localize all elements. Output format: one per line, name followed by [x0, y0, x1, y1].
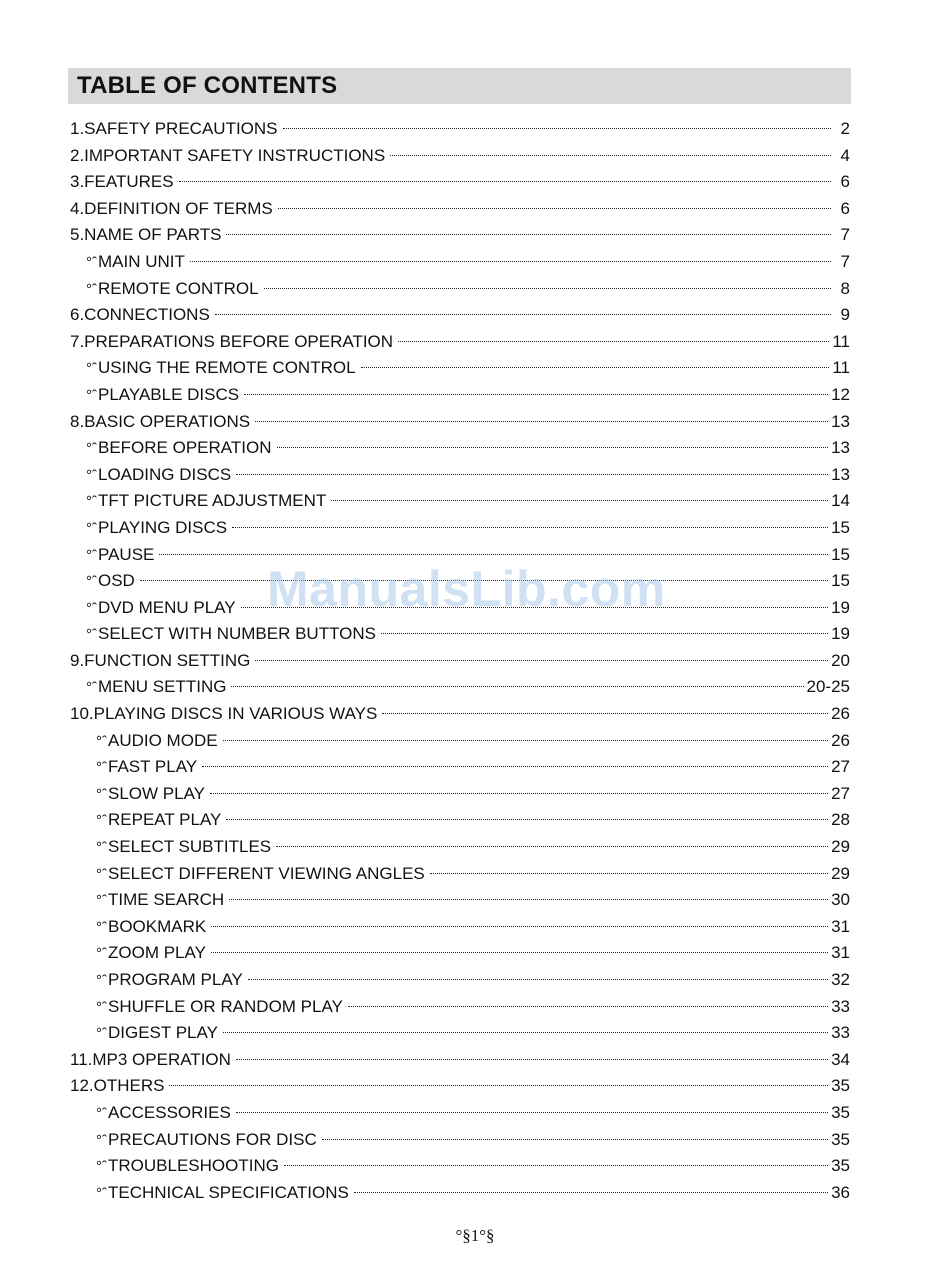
toc-entry[interactable]	[70, 648, 850, 675]
toc-entry-label: 12.OTHERS	[70, 1076, 165, 1096]
toc-entry[interactable]	[70, 834, 850, 861]
bullet-icon: °ˆ	[96, 972, 107, 989]
page-number-footer: °§1°§	[455, 1226, 495, 1245]
toc-entry[interactable]	[70, 940, 850, 967]
bullet-icon: °ˆ	[96, 1104, 107, 1122]
toc-entry[interactable]	[70, 222, 850, 249]
toc-entry-label: ZOOM PLAY	[108, 943, 206, 963]
toc-entry-label: REMOTE CONTROL	[98, 278, 259, 298]
bullet-icon: °ˆ	[86, 253, 97, 271]
toc-entry-label: MAIN UNIT	[98, 251, 185, 271]
toc-entry[interactable]	[70, 355, 850, 382]
toc-entry-label: LOADING DISCS	[98, 464, 232, 484]
toc-entry-label: SELECT DIFFERENT VIEWING ANGLES	[108, 863, 425, 883]
toc-entry-page-number: 29	[831, 863, 850, 883]
toc-entry-label: TECHNICAL SPECIFICATIONS	[108, 1182, 349, 1202]
toc-entry-page-number: 13	[831, 438, 850, 458]
toc-entry-label: PLAYING DISCS	[98, 517, 228, 537]
toc-entry-page-number: 32	[831, 970, 850, 989]
dot-leader	[223, 740, 829, 741]
toc-entry-page-number: 19	[831, 597, 850, 617]
toc-entry-page-number: 9	[840, 305, 850, 325]
toc-entry[interactable]	[70, 1180, 850, 1207]
toc-entry-label: MENU SETTING	[98, 677, 227, 697]
toc-entry-label: PRECAUTIONS FOR DISC	[108, 1129, 317, 1149]
bullet-icon: °ˆ	[86, 440, 97, 458]
toc-entry-page-number: 33	[831, 996, 850, 1016]
toc-entry[interactable]	[70, 382, 850, 409]
bullet-icon: °ˆ	[96, 1131, 107, 1149]
toc-entry-page-number: 14	[831, 491, 850, 511]
toc-entry-page-number: 35	[831, 1076, 850, 1096]
dot-leader	[278, 208, 831, 209]
dot-leader	[354, 1192, 828, 1193]
dot-leader	[211, 926, 828, 927]
bullet-icon: °ˆ	[86, 386, 97, 404]
toc-entry[interactable]	[70, 754, 850, 781]
bullet-icon: °ˆ	[86, 466, 97, 484]
dot-leader	[322, 1139, 828, 1140]
toc-entry-label: 8.BASIC OPERATIONS	[70, 411, 251, 431]
toc-entry-label: PROGRAM PLAY	[108, 970, 243, 989]
toc-entry-label: BEFORE OPERATION	[98, 438, 272, 458]
bullet-icon: °ˆ	[86, 679, 97, 697]
toc-entry-label: SELECT SUBTITLES	[108, 837, 272, 857]
toc-entry-page-number: 35	[831, 1102, 850, 1122]
toc-entry[interactable]	[70, 302, 850, 329]
dot-leader	[390, 155, 831, 156]
dot-leader	[215, 314, 831, 315]
dot-leader	[223, 1032, 828, 1033]
toc-entry-page-number: 15	[831, 571, 850, 591]
dot-leader	[236, 474, 828, 475]
dot-leader	[331, 500, 828, 501]
toc-entry[interactable]	[70, 143, 850, 170]
toc-entry-page-number: 30	[831, 890, 850, 910]
toc-entry-label: TFT PICTURE ADJUSTMENT	[98, 491, 327, 511]
toc-entry-page-number: 13	[831, 411, 850, 431]
toc-entry-page-number: 20-25	[806, 677, 850, 697]
toc-entry-page-number: 27	[831, 757, 850, 777]
toc-entry[interactable]	[70, 861, 850, 888]
toc-entry-page-number: 34	[831, 1049, 850, 1069]
dot-leader	[179, 181, 831, 182]
toc-entry-label: 7.PREPARATIONS BEFORE OPERATION	[70, 331, 394, 351]
dot-leader	[381, 633, 828, 634]
toc-entry-page-number: 15	[831, 517, 850, 537]
toc-entry-label: 5.NAME OF PARTS	[70, 225, 222, 245]
toc-entry-page-number: 31	[831, 916, 850, 936]
toc-entry-label: BOOKMARK	[108, 916, 207, 936]
toc-entry-page-number: 2	[840, 119, 850, 138]
toc-entry-label: 1.SAFETY PRECAUTIONS	[70, 119, 278, 138]
dot-leader	[202, 766, 828, 767]
toc-entry-label: PAUSE	[98, 544, 155, 564]
toc-entry-label: SLOW PLAY	[108, 783, 205, 803]
table-of-contents	[70, 116, 850, 1206]
toc-entry-label: 6.CONNECTIONS	[70, 305, 210, 325]
toc-entry-label: ACCESSORIES	[108, 1102, 231, 1122]
dot-leader	[236, 1059, 828, 1060]
dot-leader	[244, 394, 828, 395]
dot-leader	[264, 288, 831, 289]
bullet-icon: °ˆ	[96, 759, 107, 777]
watermark: ManualsLib.com	[267, 561, 666, 617]
toc-entry-page-number: 11	[832, 331, 850, 351]
toc-entry[interactable]	[70, 728, 850, 755]
dot-leader	[229, 899, 828, 900]
toc-entry[interactable]	[70, 1100, 850, 1127]
dot-leader	[226, 234, 831, 235]
dot-leader	[226, 819, 828, 820]
bullet-icon: °ˆ	[96, 892, 107, 910]
toc-entry-page-number: 29	[831, 837, 850, 857]
toc-entry-label: USING THE REMOTE CONTROL	[98, 358, 356, 378]
toc-entry[interactable]	[70, 1153, 850, 1180]
toc-entry[interactable]	[70, 781, 850, 808]
dot-leader	[232, 527, 828, 528]
dot-leader	[255, 660, 828, 661]
bullet-icon: °ˆ	[86, 519, 97, 537]
toc-entry-label: DIGEST PLAY	[108, 1023, 218, 1043]
toc-entry-label: TIME SEARCH	[108, 890, 225, 910]
toc-entry-label: 9.FUNCTION SETTING	[70, 650, 251, 670]
toc-entry[interactable]	[70, 276, 850, 303]
toc-entry-page-number: 15	[831, 544, 850, 564]
bullet-icon: °ˆ	[86, 360, 97, 378]
toc-entry[interactable]	[70, 515, 850, 542]
toc-entry[interactable]	[70, 329, 850, 356]
bullet-icon: °ˆ	[96, 812, 107, 830]
toc-entry[interactable]	[70, 409, 850, 436]
toc-entry-page-number: 26	[831, 730, 850, 750]
bullet-icon: °ˆ	[96, 918, 107, 936]
dot-leader	[361, 367, 830, 368]
toc-entry[interactable]	[70, 196, 850, 223]
toc-entry[interactable]	[70, 701, 850, 728]
toc-entry-label: 10.PLAYING DISCS IN VARIOUS WAYS	[70, 704, 378, 724]
toc-entry-page-number: 28	[831, 810, 850, 830]
toc-entry[interactable]	[70, 1073, 850, 1100]
toc-entry-page-number: 4	[840, 145, 850, 165]
bullet-icon: °ˆ	[96, 839, 107, 857]
toc-entry-page-number: 20	[831, 650, 850, 670]
toc-entry[interactable]	[70, 1020, 850, 1047]
toc-entry[interactable]	[70, 967, 850, 994]
toc-entry-label: FAST PLAY	[108, 757, 198, 777]
bullet-icon: °ˆ	[86, 280, 97, 298]
toc-entry[interactable]	[70, 169, 850, 196]
toc-entry-page-number: 26	[831, 704, 850, 724]
toc-entry-page-number: 35	[831, 1156, 850, 1176]
toc-entry-page-number: 8	[840, 278, 850, 298]
dot-leader	[159, 554, 828, 555]
toc-entry-label: AUDIO MODE	[108, 730, 218, 750]
toc-entry-label: 11.MP3 OPERATION	[70, 1049, 231, 1069]
toc-entry-page-number: 33	[831, 1023, 850, 1043]
toc-entry[interactable]	[70, 914, 850, 941]
toc-entry-page-number: 27	[831, 783, 850, 803]
dot-leader	[382, 713, 828, 714]
toc-entry[interactable]	[70, 488, 850, 515]
toc-entry[interactable]	[70, 994, 850, 1021]
toc-entry-label: TROUBLESHOOTING	[108, 1156, 279, 1176]
toc-entry[interactable]	[70, 116, 850, 143]
dot-leader	[211, 952, 828, 953]
toc-entry[interactable]	[70, 249, 850, 276]
toc-entry[interactable]	[70, 621, 850, 648]
toc-entry[interactable]	[70, 887, 850, 914]
toc-entry-page-number: 36	[831, 1182, 850, 1202]
dot-leader	[277, 447, 829, 448]
toc-entry-page-number: 7	[840, 251, 850, 271]
dot-leader	[169, 1085, 828, 1086]
bullet-icon: °ˆ	[96, 1184, 107, 1202]
dot-leader	[283, 128, 831, 129]
dot-leader	[348, 1006, 828, 1007]
toc-entry-page-number: 13	[831, 464, 850, 484]
bullet-icon: °ˆ	[96, 785, 107, 803]
dot-leader	[236, 1112, 828, 1113]
toc-entry-page-number: 7	[840, 225, 850, 245]
toc-entry-page-number: 31	[831, 943, 850, 963]
toc-entry[interactable]	[70, 1127, 850, 1154]
bullet-icon: °ˆ	[96, 865, 107, 883]
toc-entry-label: DVD MENU PLAY	[98, 597, 236, 617]
toc-entry-label: 4.DEFINITION OF TERMS	[70, 198, 273, 218]
title-bar	[68, 68, 851, 104]
dot-leader	[398, 341, 829, 342]
toc-entry[interactable]	[70, 462, 850, 489]
toc-entry-label: SELECT WITH NUMBER BUTTONS	[98, 624, 377, 644]
bullet-icon: °ˆ	[86, 599, 97, 617]
dot-leader	[255, 421, 828, 422]
toc-entry[interactable]	[70, 807, 850, 834]
toc-entry-label: REPEAT PLAY	[108, 810, 222, 830]
toc-entry-label: SHUFFLE OR RANDOM PLAY	[108, 996, 343, 1016]
dot-leader	[190, 261, 831, 262]
bullet-icon: °ˆ	[86, 546, 97, 564]
toc-entry-page-number: 6	[840, 198, 850, 218]
page-title: TABLE OF CONTENTS	[77, 72, 338, 99]
toc-entry-page-number: 12	[831, 384, 850, 404]
dot-leader	[430, 873, 828, 874]
toc-entry[interactable]	[70, 435, 850, 462]
bullet-icon: °ˆ	[96, 945, 107, 963]
toc-entry-label: 3.FEATURES	[70, 172, 174, 192]
dot-leader	[284, 1165, 828, 1166]
dot-leader	[231, 686, 803, 687]
toc-entry-label: OSD	[98, 571, 135, 591]
toc-entry-label: PLAYABLE DISCS	[98, 384, 240, 404]
bullet-icon: °ˆ	[96, 998, 107, 1016]
bullet-icon: °ˆ	[86, 626, 97, 644]
bullet-icon: °ˆ	[96, 732, 107, 750]
bullet-icon: °ˆ	[96, 1158, 107, 1176]
toc-entry-page-number: 6	[840, 172, 850, 192]
toc-entry-page-number: 35	[831, 1129, 850, 1149]
toc-entry-page-number: 19	[831, 624, 850, 644]
bullet-icon: °ˆ	[86, 573, 97, 591]
dot-leader	[276, 846, 828, 847]
toc-entry-page-number: 11	[832, 358, 850, 378]
toc-entry-label: 2.IMPORTANT SAFETY INSTRUCTIONS	[70, 145, 386, 165]
toc-entry[interactable]	[70, 674, 850, 701]
toc-entry[interactable]	[70, 1047, 850, 1074]
dot-leader	[210, 793, 828, 794]
bullet-icon: °ˆ	[96, 1025, 107, 1043]
bullet-icon: °ˆ	[86, 493, 97, 511]
dot-leader	[248, 979, 828, 980]
